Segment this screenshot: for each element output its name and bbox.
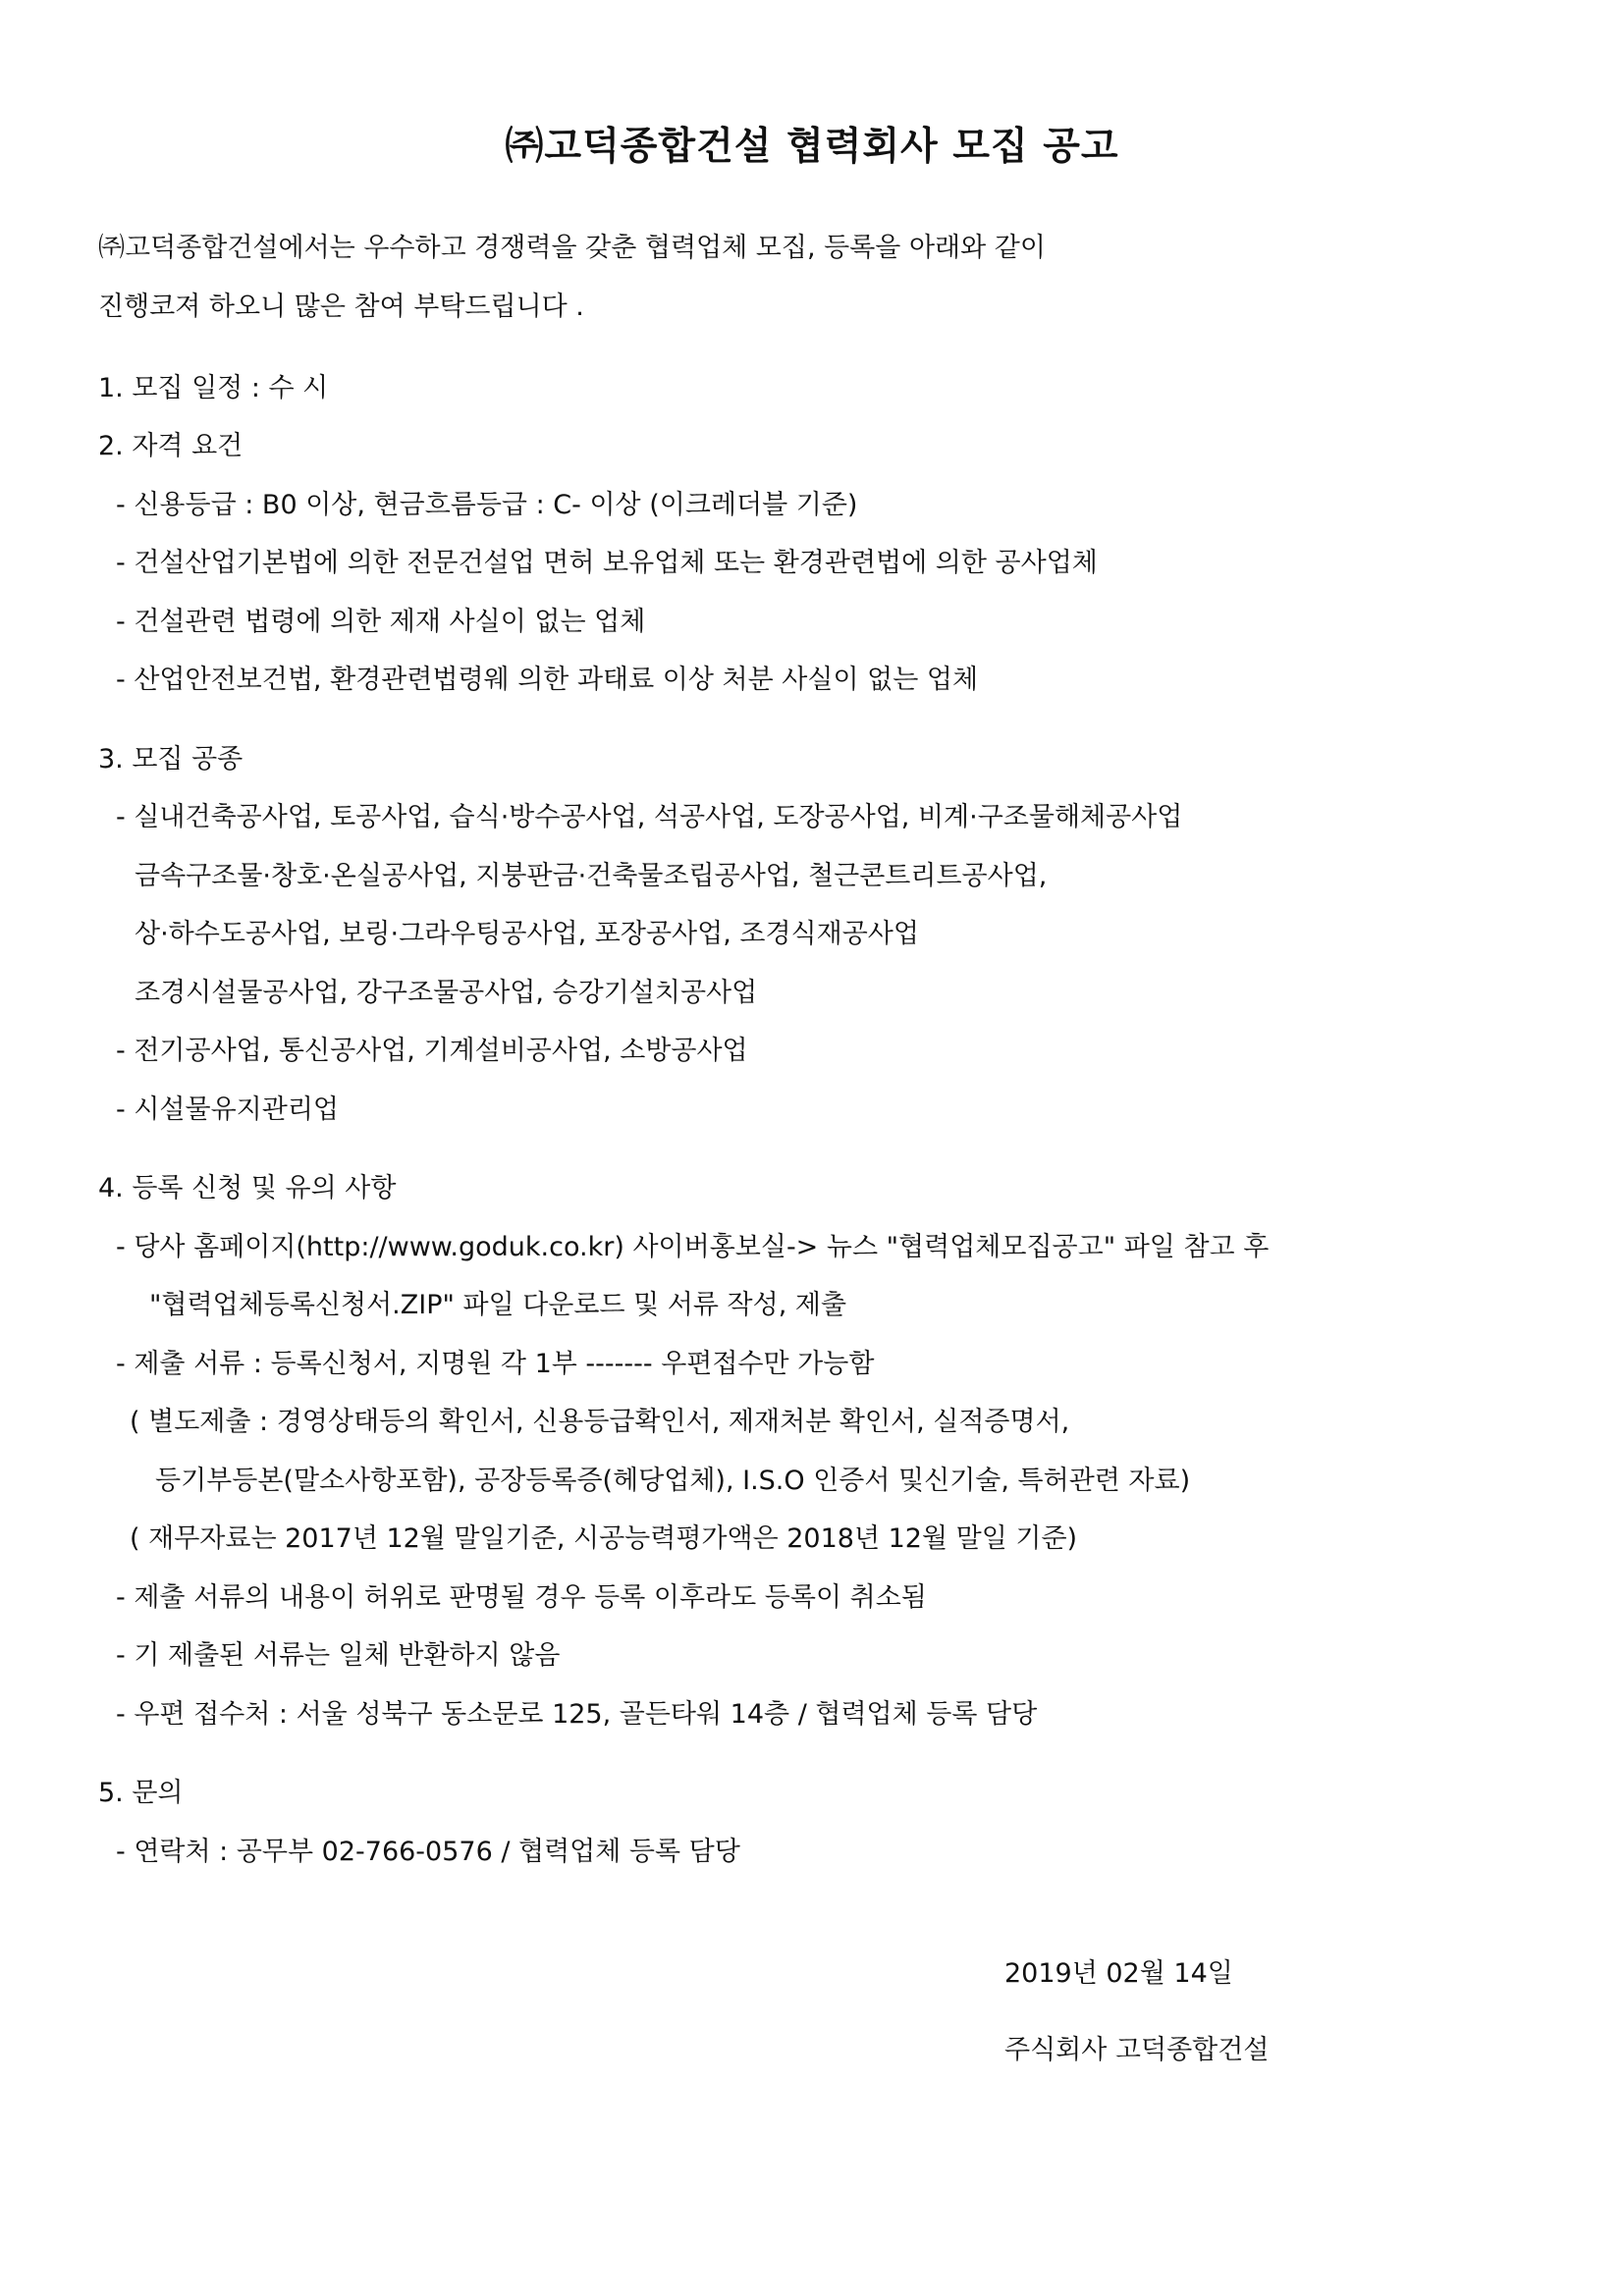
list-item-continued: 조경시설물공사업, 강구조물공사업, 승강기설치공사업: [135, 978, 758, 1008]
note-text: ( 별도제출 : 경영상태등의 확인서, 신용등급확인서, 제재처분 확인서, 실적증명서,: [130, 1407, 1070, 1437]
list-item: - 연락처 : 공무부 02-766-0576 / 협력업체 등록 담당: [116, 1837, 740, 1867]
list-item: - 실내건축공사업, 토공사업, 습식·방수공사업, 석공사업, 도장공사업, 비계·구조물해체공사업: [116, 802, 1183, 832]
page-title: ㈜고덕종합건설 협력회사 모집 공고: [505, 125, 1119, 169]
section-2-heading: 2. 자격 요건: [98, 431, 244, 461]
list-item: - 건설산업기본법에 의한 전문건설업 면허 보유업체 또는 환경관련법에 의한 공사업체: [116, 548, 1098, 578]
list-item: - 제출 서류의 내용이 허위로 판명될 경우 등록 이후라도 등록이 취소됨: [116, 1582, 927, 1613]
list-item: - 제출 서류 : 등록신청서, 지명원 각 1부 ------- 우편접수만 가능함: [116, 1349, 875, 1379]
list-item: - 신용등급 : B0 이상, 현금흐름등급 : C- 이상 (이크레더블 기준): [116, 490, 858, 520]
list-item: - 건설관련 법령에 의한 제재 사실이 없는 업체: [116, 607, 646, 637]
note-text: ( 재무자료는 2017년 12월 말일기준, 시공능력평가액은 2018년 12월 말일 기준): [130, 1523, 1078, 1554]
section-4-heading: 4. 등록 신청 및 유의 사항: [98, 1173, 397, 1203]
document-date: 2019년 02월 14일: [1004, 1958, 1233, 1989]
list-item-continued: 상·하수도공사업, 보링·그라우팅공사업, 포장공사업, 조경식재공사업: [135, 919, 919, 949]
section-1-heading: 1. 모집 일정 : 수 시: [98, 373, 329, 403]
list-item-continued: "협력업체등록신청서.ZIP" 파일 다운로드 및 서류 작성, 제출: [149, 1290, 847, 1320]
list-item: - 시설물유지관리업: [116, 1095, 339, 1125]
company-signature: 주식회사 고덕종합건설: [1004, 2035, 1270, 2065]
list-item: - 당사 홈페이지(http://www.goduk.co.kr) 사이버홍보실-> 뉴스 "협력업체모집공고" 파일 참고 후: [116, 1232, 1270, 1262]
list-item: - 우편 접수처 : 서울 성북구 동소문로 125, 골든타워 14층 / 협력업체 등록 담당: [116, 1699, 1038, 1730]
list-item-continued: 금속구조물·창호·온실공사업, 지붕판금·건축물조립공사업, 철근콘트리트공사업,: [135, 861, 1048, 891]
note-text-continued: 등기부등본(말소사항포함), 공장등록증(헤당업체), I.S.O 인증서 및신기술, 특허관련 자료): [155, 1466, 1191, 1496]
section-5-heading: 5. 문의: [98, 1778, 184, 1808]
list-item: - 산업안전보건법, 환경관련법령웨 의한 과태료 이상 처분 사실이 없는 업체: [116, 665, 979, 695]
intro-line-2: 진행코져 하오니 많은 참여 부탁드립니다 .: [98, 292, 584, 322]
list-item: - 기 제출된 서류는 일체 반환하지 않음: [116, 1640, 561, 1671]
section-3-heading: 3. 모집 공종: [98, 744, 244, 774]
intro-line-1: ㈜고덕종합건설에서는 우수하고 경쟁력을 갖춘 협력업체 모집, 등록을 아래와 같이: [98, 233, 1046, 263]
list-item: - 전기공사업, 통신공사업, 기계설비공사업, 소방공사업: [116, 1036, 748, 1066]
